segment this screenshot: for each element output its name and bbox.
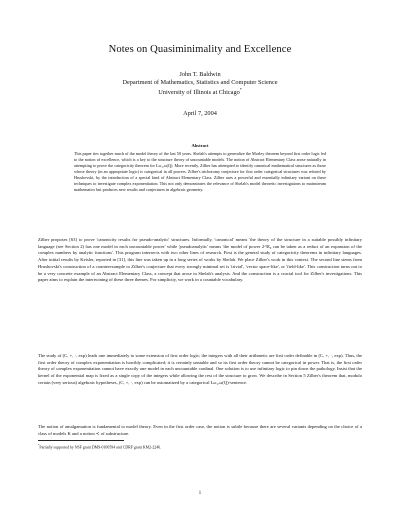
author-department: Department of Mathematics, Statistics and Computer Science: [122, 79, 278, 86]
paper-author: John T. Baldwin: [179, 71, 221, 78]
author-university: [0, 87, 400, 96]
body-paragraph-1: Zilber proposes [63] to prove 'canonicity results for pseudo-analytic' structures. Informally, 'canonical' means 'the theory of the structure in a suitable possibly infinitary language (see Section 2) has one model in each uncountable power' while 'pseudoanalytic' means 'the model of power 2^ℵ₀ can be taken as a reduct of an expansion of the complex numbers by analytic functions'. This program intersects with two other lines of research. First is the general study of categoricity theorems in infinitary languages. After initial results by Keisler, reported in [31], this line was taken up in a long series of works by Shelah. We place Zilber's work in this context. The second line stems from Hrushovski's construction of a counterexample to Zilber's conjecture that every strongly minimal set is 'trivial', 'vector space-like', or 'field-like'. This construction turns out to be a very concrete example of an Abstract Elementary Class, a concept that arose in Shelah's analysis. And the construction is a crucial tool for Zilber's investigations. This paper aims to explain the intertwining of these three themes. For simplicity, we work in a countable vocabulary.: [38, 237, 362, 283]
body-paragraph-2: The study of (C, +, ·, exp) leads one immediately to some extension of first order logic; the integers with all their arithmetic are first order definable in (C, +, ·, exp). Thus, the first order theory of complex exponentiation is horribly complicated; it is certainly unstable and so its first order theory cannot be categorical in power. That is, the first order theory of complex exponentiation cannot have exactly one model in each uncountable cardinal. One solution is to use infinitary logic to pin down the pathology. Insist that the kernel of the exponential map is fixed as a single copy of the integers while allowing the rest of the structure to grow. We describe in Section 5 Zilber's theorem that, modulo certain (very serious) algebraic hypotheses, (C, +, ·, exp) can be axiomatized by a categorical Lω₁,ω(Q)-sentence.: [38, 353, 362, 385]
paper-date: April 7, 2004: [183, 110, 217, 117]
paper-title: Notes on Quasiminimality and Excellence: [108, 44, 292, 55]
footnote-text: Partially supported by NSF grant DMS-0100594 and CDRF grant KM2-2246.: [39, 445, 162, 450]
footnote-symbol: *: [38, 444, 40, 447]
footnote: [38, 443, 362, 450]
abstract-heading: Abstract: [191, 143, 209, 148]
abstract-text: This paper ties together much of the model theory of the last 50 years. Shelah's attempts to generalize the Morley theorem beyond first order logic led to the notion of excellence, which is a key to the structure theory of uncountable models. The notion of Abstract Elementary Class arose naturally in attempting to prove the categoricity theorem for Lω₁,ω(Q). More recently, Zilber has attempted to identify canonical mathematical structures as those whose theory (in an appropriate logic) is categorical in all powers. Zilber's trichotomy conjecture for first order categorical structures was refuted by Hrushovski, by the introduction of a special kind of Abstract Elementary Class. Zilber uses a powerful and essentially infinitary variant on these techniques to investigate complex exponentiation. This not only demonstrates the relevance of Shelah's model theoretic investigations to mainstream mathematics but produces new results and conjectures in algebraic geometry.: [74, 151, 326, 192]
university-name: University of Illinois at Chicago: [158, 89, 240, 97]
body-paragraph-3: The notion of amalgamation is fundamental to model theory. Even in the first order case, the notion is subtle because there are several variants depending on the choice of a class of models K and a notion ≺ of substructure.: [38, 424, 362, 436]
footnote-rule: [38, 440, 124, 441]
footnote-marker: *: [239, 87, 242, 92]
page-number: 1: [198, 491, 202, 496]
